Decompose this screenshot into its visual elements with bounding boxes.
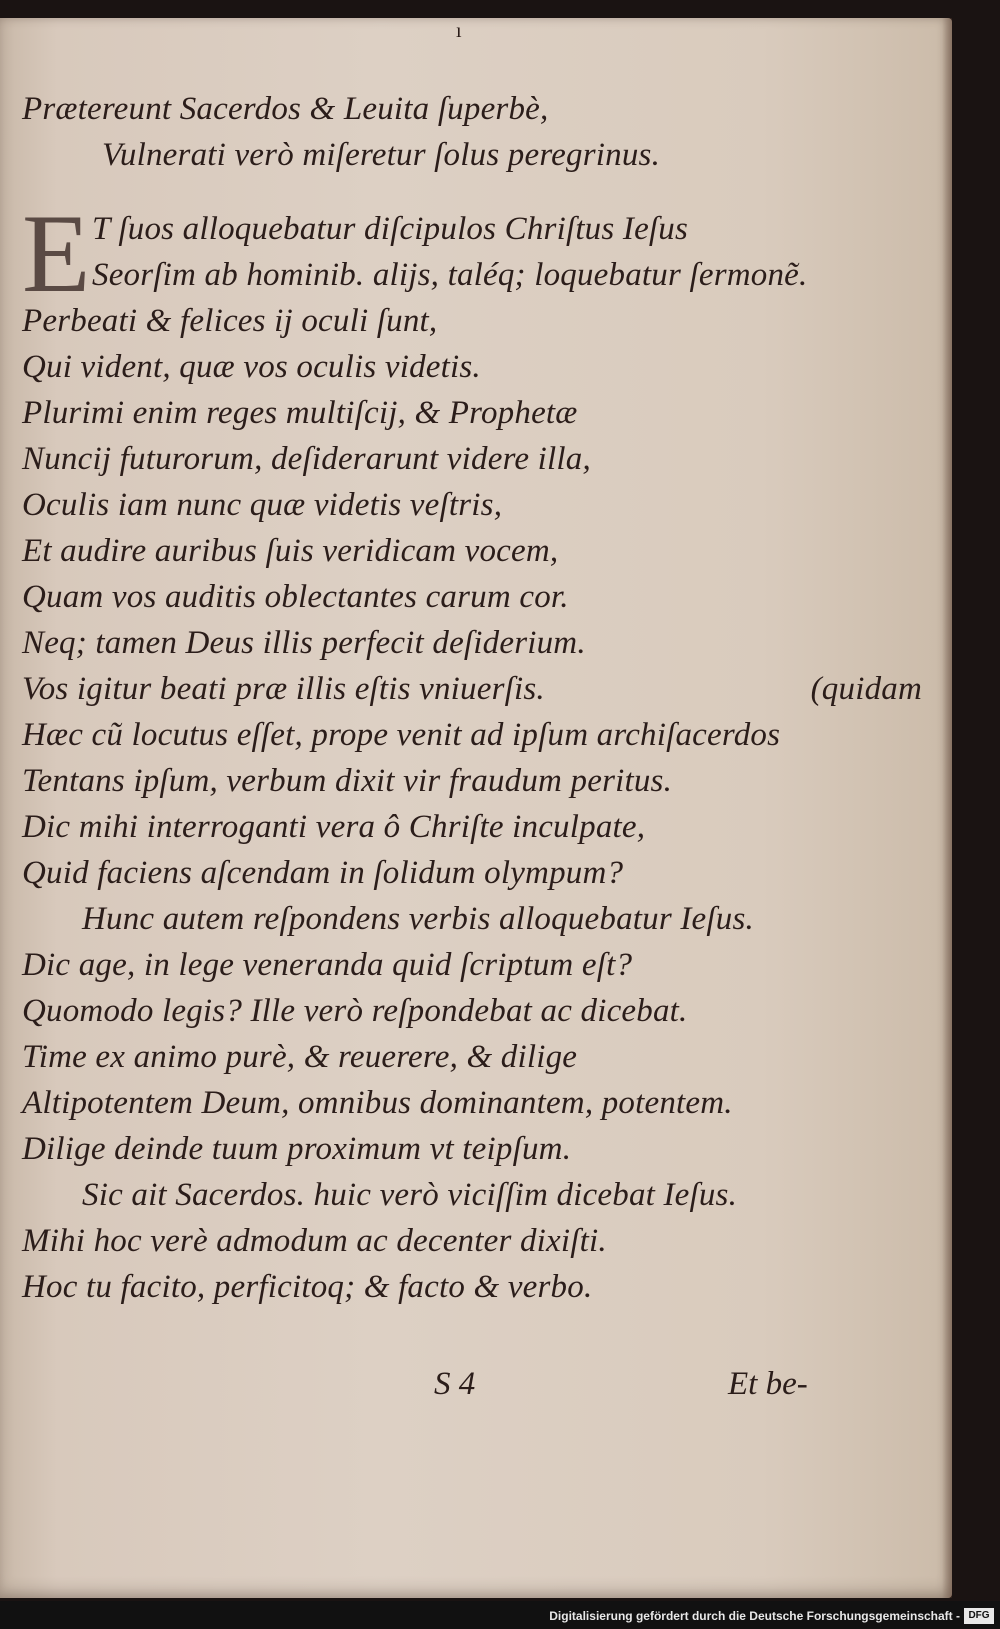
footer-bar <box>0 1601 1000 1629</box>
verse-line-vos <box>22 666 922 712</box>
verse-line: Hoc tu facito, perficitoq; & facto & verbo. <box>22 1269 593 1305</box>
verse-line: Hæc cũ locutus eſſet, prope venit ad ipſum archiſacerdos <box>22 717 781 753</box>
heading-line-2: Vulnerati verò miſeretur ſolus peregrinus. <box>102 137 661 173</box>
section-gap <box>22 178 922 206</box>
verse-line: Quid faciens aſcendam in ſolidum olympum? <box>22 855 624 891</box>
verse-line: Quomodo legis? Ille verò reſpondebat ac dicebat. <box>22 993 688 1029</box>
verse-line: Neq; tamen Deus illis perfecit deſiderium. <box>22 625 586 661</box>
book-page <box>0 18 952 1598</box>
verse-line: Altipotentem Deum, omnibus dominantem, potentem. <box>22 1085 733 1121</box>
drop-line-2: Seorſim ab hominib. alijs, taléq; loquebatur ſermonẽ. <box>92 257 808 293</box>
verse-line: Tentans ipſum, verbum dixit vir fraudum peritus. <box>22 763 673 799</box>
indented-verse-line-1: Hunc autem reſpondens verbis alloquebatur Ieſus. <box>82 901 754 937</box>
signature-mark: S 4 <box>434 1366 476 1402</box>
verse-line: Oculis iam nunc quæ videtis veſtris, <box>22 487 503 523</box>
verse-line: Dilige deinde tuum proximum vt teipſum. <box>22 1131 572 1167</box>
vos-line-text: Vos igitur beati præ illis eſtis vniuerſis. <box>22 671 545 707</box>
verse-line: Nuncij futurorum, deſiderarunt videre illa, <box>22 441 591 477</box>
verse-line: Et audire auribus ſuis veridicam vocem, <box>22 533 559 569</box>
verse-line: Qui vident, quæ vos oculis videtis. <box>22 349 481 385</box>
verse-line: Perbeati & felices ij oculi ſunt, <box>22 303 438 339</box>
heading-line-1: Prætereunt Sacerdos & Leuita ſuperbè, <box>22 91 549 127</box>
verse-line: Plurimi enim reges multiſcij, & Prophetæ <box>22 395 578 431</box>
indented-verse-line-2: Sic ait Sacerdos. huic verò viciſſim dicebat Ieſus. <box>82 1177 738 1213</box>
drop-cap-paragraph <box>22 192 922 316</box>
digitization-credit: Digitalisierung gefördert durch die Deutsche Forschungsgemeinschaft - <box>549 1609 960 1623</box>
top-mark: ı <box>456 20 462 42</box>
verse-line: Mihi hoc verè admodum ac decenter dixiſti. <box>22 1223 607 1259</box>
text-block <box>22 86 922 1310</box>
dfg-logo: DFG <box>964 1608 994 1624</box>
verse-line: Quam vos auditis oblectantes carum cor. <box>22 579 569 615</box>
page-edge-shadow <box>942 18 952 1598</box>
catchword: Et be- <box>728 1366 808 1402</box>
drop-line-1: T ſuos alloquebatur diſcipulos Chriſtus Ieſus <box>92 211 689 247</box>
verse-line: Dic mihi interroganti vera ô Chriſte inculpate, <box>22 809 646 845</box>
drop-cap: E <box>22 192 91 316</box>
verse-line: Dic age, in lege veneranda quid ſcriptum eſt? <box>22 947 633 983</box>
vos-line-right: (quidam <box>810 671 922 707</box>
verse-line: Time ex animo purè, & reuerere, & dilige <box>22 1039 578 1075</box>
